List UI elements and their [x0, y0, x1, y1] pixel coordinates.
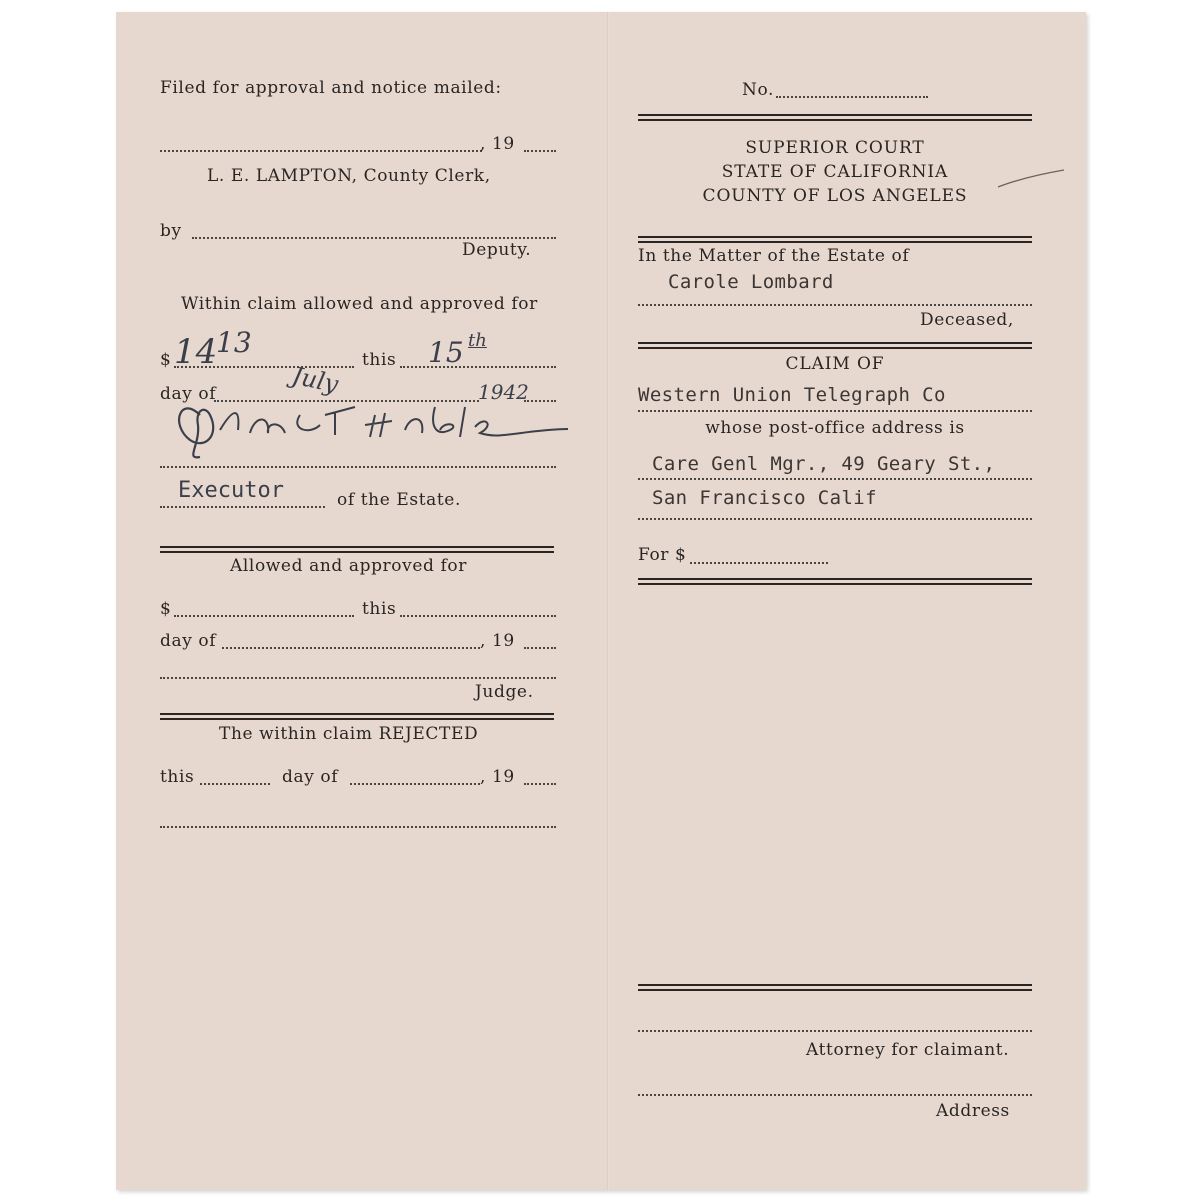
- this-label-3: this: [160, 767, 195, 787]
- this-line: [400, 366, 556, 368]
- signature-line: [160, 466, 556, 468]
- for-amount-label: For $: [638, 545, 687, 565]
- by-line: [192, 237, 556, 239]
- attorney-label: Attorney for claimant.: [806, 1040, 1010, 1060]
- this-label-2: this: [362, 599, 397, 619]
- for-amount-line: [690, 562, 828, 564]
- deceased-label: Deceased,: [920, 310, 1014, 330]
- claim-divider: [638, 342, 1032, 349]
- year-prefix-3: , 19: [480, 767, 515, 787]
- address-label: Address: [936, 1101, 1010, 1121]
- divider-1: [160, 546, 554, 553]
- day-of-label-3: day of: [282, 767, 339, 787]
- court-name-line3: COUNTY OF LOS ANGELES: [702, 186, 968, 206]
- judge-line: [160, 677, 556, 679]
- court-name-line1: SUPERIOR COURT: [745, 138, 925, 158]
- filed-year-prefix: , 19: [480, 134, 515, 154]
- day-of-label-2: day of: [160, 631, 217, 651]
- number-label: No.: [742, 80, 775, 100]
- this-label: this: [362, 350, 397, 370]
- po-address-label: whose post-office address is: [705, 418, 965, 438]
- amount-line-2: [174, 615, 354, 617]
- filed-label: Filed for approval and notice mailed:: [160, 78, 502, 98]
- county-clerk: L. E. LAMPTON, County Clerk,: [207, 166, 491, 186]
- pencil-mark: [996, 162, 1066, 192]
- claimant-typed: Western Union Telegraph Co: [638, 384, 946, 406]
- address-signature-line: [638, 1094, 1032, 1096]
- year-prefix-2: , 19: [480, 631, 515, 651]
- this-line-3: [200, 783, 270, 785]
- number-line: [776, 96, 928, 98]
- month-line-3: [350, 783, 480, 785]
- day-handwritten: 15: [428, 336, 464, 369]
- year-line-2: [524, 647, 556, 649]
- filed-date-line: [160, 150, 482, 152]
- year-handwritten: 1942: [478, 380, 529, 404]
- claimant-line: [638, 410, 1032, 412]
- rejected-label: The within claim REJECTED: [219, 724, 479, 744]
- estate-name-typed: Carole Lombard: [668, 271, 834, 293]
- month-handwritten: July: [289, 361, 341, 399]
- role-handwritten: Executor: [178, 478, 284, 503]
- dollar-sign-2: $: [160, 599, 172, 619]
- amount-handwritten: 14: [174, 332, 218, 372]
- court-name-line2: STATE OF CALIFORNIA: [721, 162, 949, 182]
- role-line: [160, 506, 325, 508]
- estate-name-line: [638, 304, 1032, 306]
- rejected-signature-line: [160, 826, 556, 828]
- by-label: by: [160, 221, 182, 241]
- judge-label: Judge.: [475, 682, 534, 702]
- for-divider: [638, 578, 1032, 585]
- dollar-sign: $: [160, 350, 172, 370]
- address-line2-typed: San Francisco Calif: [652, 487, 877, 509]
- court-divider-bottom: [638, 236, 1032, 243]
- within-claim-label: Within claim allowed and approved for: [181, 294, 538, 314]
- court-divider-top: [638, 114, 1032, 121]
- filed-year-line: [524, 150, 556, 152]
- this-line-2: [400, 615, 556, 617]
- allowed-label: Allowed and approved for: [230, 556, 467, 576]
- claim-of-label: CLAIM OF: [785, 354, 885, 374]
- of-the-estate: of the Estate.: [337, 490, 461, 510]
- month-line-2: [222, 647, 480, 649]
- address-line1-typed: Care Genl Mgr., 49 Geary St.,: [652, 453, 996, 475]
- amount-cents-handwritten: 13: [216, 326, 252, 359]
- day-of-label: day of: [160, 384, 217, 404]
- deputy-label: Deputy.: [462, 240, 532, 260]
- day-suffix-handwritten: th: [468, 330, 487, 351]
- matter-label: In the Matter of the Estate of: [638, 246, 910, 266]
- address-line2-rule: [638, 518, 1032, 520]
- divider-2: [160, 713, 554, 720]
- center-fold: [607, 12, 609, 1190]
- address-line1-rule: [638, 478, 1032, 480]
- year-line-3: [524, 783, 556, 785]
- attorney-line: [638, 1030, 1032, 1032]
- attorney-divider: [638, 984, 1032, 991]
